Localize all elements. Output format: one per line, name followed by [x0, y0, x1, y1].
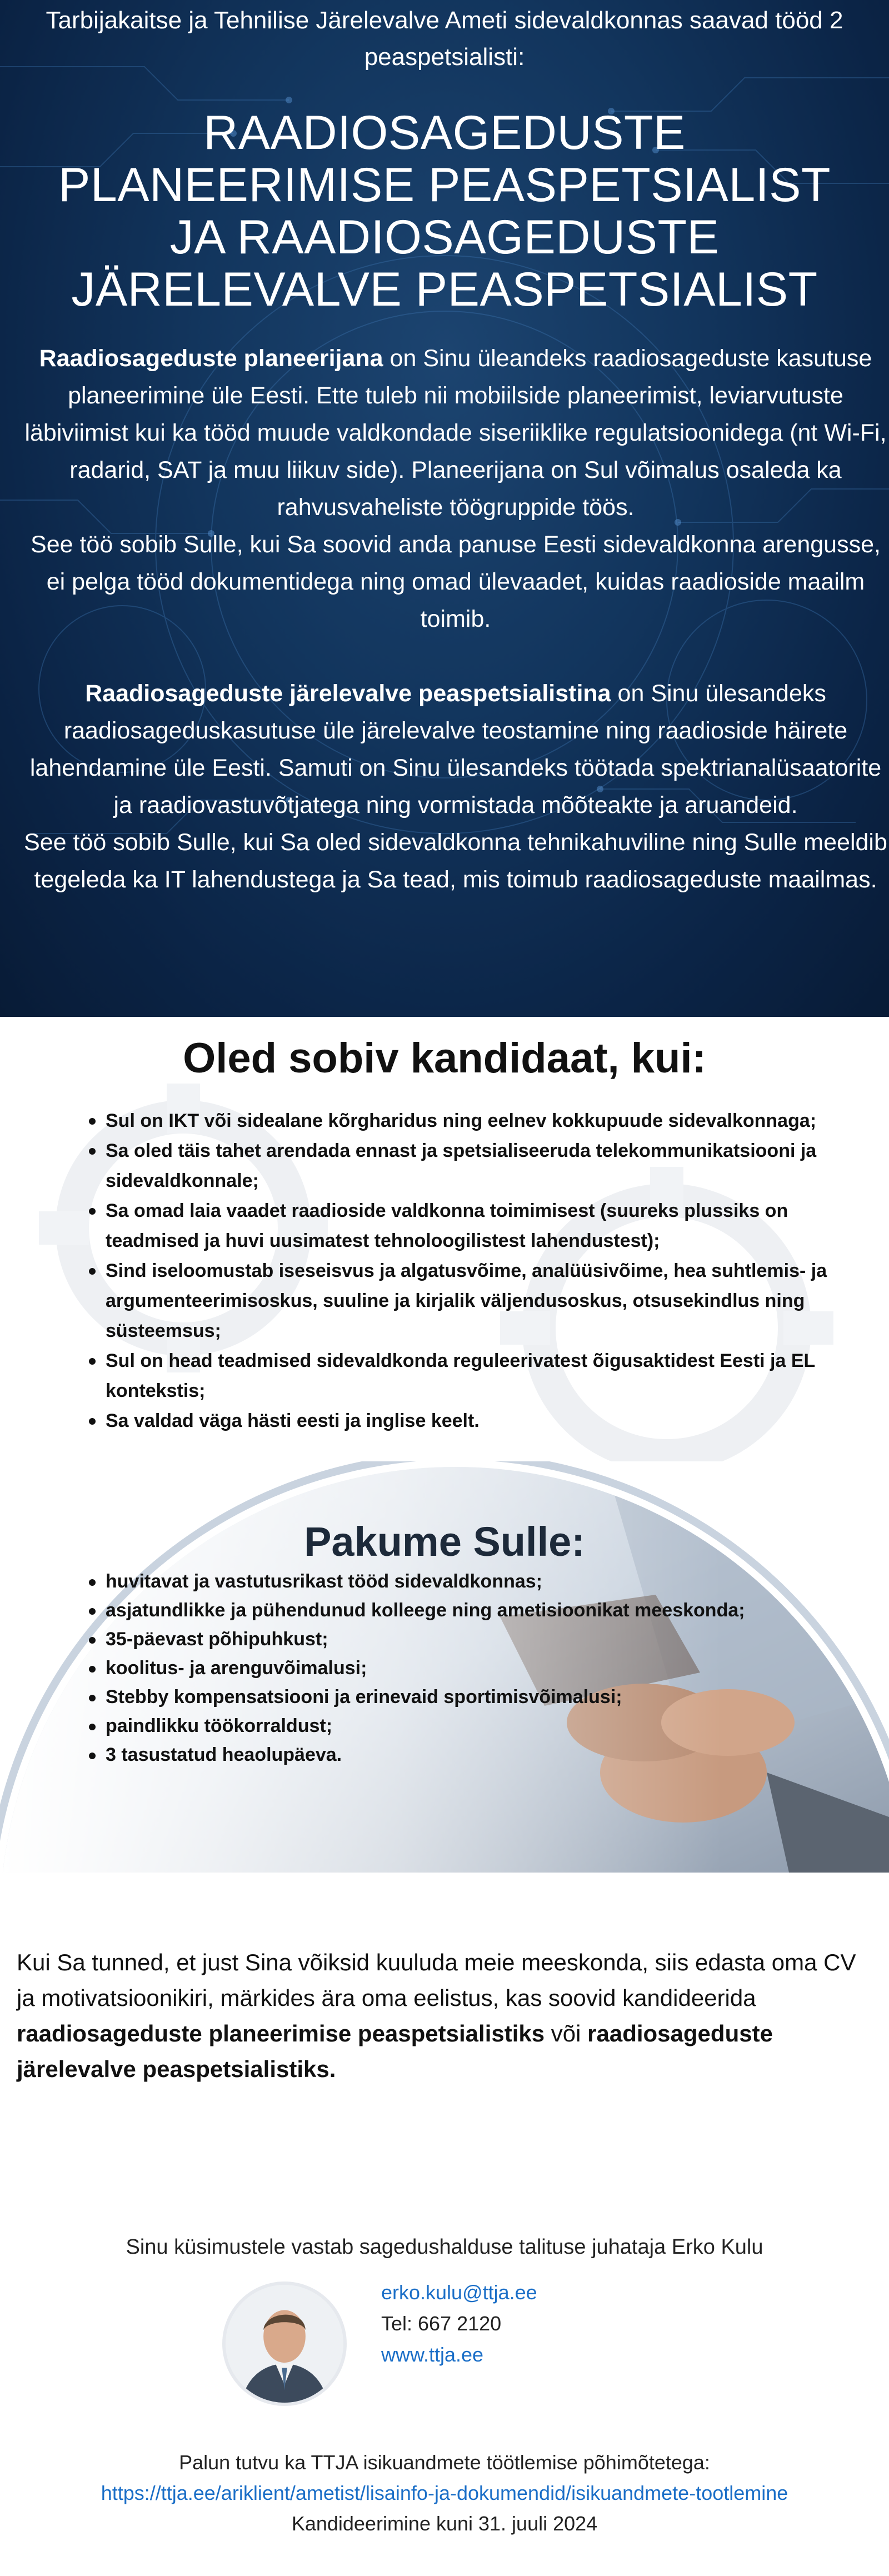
list-item: Sa omad laia vaadet raadioside valdkonna toimimisest (suureks plussiks on teadmised ja huvi uusimatest tehnoloogilistest lahendustest);: [89, 1196, 828, 1256]
list-item: Stebby kompensatsiooni ja erinevaid sportimisvõimalusi;: [89, 1683, 811, 1711]
supervision-role-name: raadiosageduste järelevalve peaspetsialistiks.: [17, 2020, 773, 2082]
candidate-list: [89, 1106, 828, 1436]
hero-title: RAADIOSAGEDUSTE PLANEERIMISE PEASPETSIALIST JA RAADIOSAGEDUSTE JÄRELEVALVE PEASPETSIALIST: [58, 106, 831, 316]
hero-section: [0, 0, 889, 1017]
email-link[interactable]: erko.kulu@ttja.ee: [381, 2281, 537, 2304]
list-item: huvitavat ja vastutusrikast tööd sidevaldkonnas;: [89, 1567, 811, 1596]
contact-section: [0, 2231, 889, 2409]
list-item: Sa valdad väga hästi eesti ja inglise keelt.: [89, 1406, 828, 1436]
contact-info: [381, 2277, 537, 2370]
list-item: koolitus- ja arenguvõimalusi;: [89, 1654, 811, 1683]
list-item: Sa oled täis tahet arendada ennast ja spetsialiseeruda telekommunikatsiooni ja sidevaldkonnale;: [89, 1136, 828, 1196]
offer-section: [0, 1461, 889, 1873]
list-item: asjatundlikke ja pühendunud kolleege ning ametisioonikat meeskonda;: [89, 1596, 811, 1625]
planning-role-name: raadiosageduste planeerimise peaspetsialistiks: [17, 2020, 545, 2046]
candidate-title: Oled sobiv kandidaat, kui:: [183, 1035, 706, 1082]
candidate-section: [0, 1017, 889, 1461]
planning-role-text: on Sinu üleandeks raadiosageduste kasutuse planeerimine üle Eesti. Ette tuleb nii mobiilside planeerimist, leviarvutuste läbiviimist kui ka tööd muude valdkondade siseriiklike regulatsioonidega (nt Wi-Fi, radarid, SAT ja muu liikuv side). Planeerijana on Sul võimalus osaleda ka rahvusvaheliste töögruppide töös.: [24, 345, 887, 521]
list-item: 3 tasustatud heaolupäeva.: [89, 1740, 811, 1769]
apply-section: [0, 1873, 889, 2087]
planning-description: [22, 340, 889, 638]
apply-text: Kui Sa tunned, et just Sina võiksid kuuluda meie meeskonda, siis edasta oma CV ja motivatsioonikiri, märkides ära oma eelistus, kas soovid kandideerida raadiosageduste planeerimise peaspetsialistiks või raadiosageduste järelevalve peaspetsialistiks.: [17, 1949, 856, 2082]
list-item: Sul on IKT või sidealane kõrgharidus ning eelnev kokkupuude sidevalkonnaga;: [89, 1106, 828, 1136]
offer-list: [89, 1567, 811, 1769]
offer-title: Pakume Sulle:: [304, 1519, 585, 1565]
supervision-role-text: on Sinu ülesandeks raadiosageduskasutuse üle järelevalve teostamine ning raadioside häirete lahendamine üle Eesti. Samuti on Sinu ülesandeks töötada spektrianalüsaatorite ja raadiovastuvõtjatega ning vormistada mõõteakte ja aruandeid.: [29, 680, 882, 818]
privacy-text: Palun tutvu ka TTJA isikuandmete töötlemise põhimõtetega:: [179, 2451, 710, 2474]
website-link[interactable]: www.ttja.ee: [381, 2343, 484, 2366]
supervision-role-label: Raadiosageduste järelevalve peaspetsialistina: [85, 680, 611, 707]
person-photo-icon: [222, 2282, 347, 2406]
privacy-link[interactable]: https://ttja.ee/ariklient/ametist/lisainfo-ja-dokumendid/isikuandmete-tootlemine: [101, 2482, 788, 2504]
hero-intro: Tarbijakaitse ja Tehnilise Järelevalve Ameti sidevaldkonnas saavad tööd 2 peaspetsialisti:: [46, 7, 843, 71]
list-item: Sul on head teadmised sidevaldkonda reguleerivatest õigusaktidest Eesti ja EL kontekstis;: [89, 1346, 828, 1406]
phone-number: Tel: 667 2120: [381, 2312, 502, 2335]
footer-section: [0, 2447, 889, 2539]
deadline-text: Kandideerimine kuni 31. juuli 2024: [291, 2512, 598, 2535]
list-item: 35-päevast põhipuhkust;: [89, 1625, 811, 1654]
supervision-description: [22, 675, 889, 898]
list-item: Sind iseloomustab iseseisvus ja algatusvõime, analüüsivõime, hea suhtlemis- ja argumenteerimisoskus, suuline ja kirjalik väljendusoskus, otsusekindlus ning süsteemsus;: [89, 1256, 828, 1346]
contact-heading: Sinu küsimustele vastab sagedushalduse talituse juhataja Erko Kulu: [126, 2235, 763, 2259]
supervision-fit-text: See töö sobib Sulle, kui Sa oled sidevaldkonna tehnikahuviline ning Sulle meeldib tegeleda ka IT lahendustega ja Sa tead, mis toimub raadiosageduste maailmas.: [24, 829, 887, 893]
list-item: paindlikku töökorraldust;: [89, 1711, 811, 1740]
planning-fit-text: See töö sobib Sulle, kui Sa soovid anda panuse Eesti sidevaldkonna arengusse, ei pelga tööd dokumentidega ning omad ülevaadet, kuidas raadioside maailm toimib.: [31, 531, 881, 632]
planning-role-label: Raadiosageduste planeerijana: [39, 345, 383, 372]
